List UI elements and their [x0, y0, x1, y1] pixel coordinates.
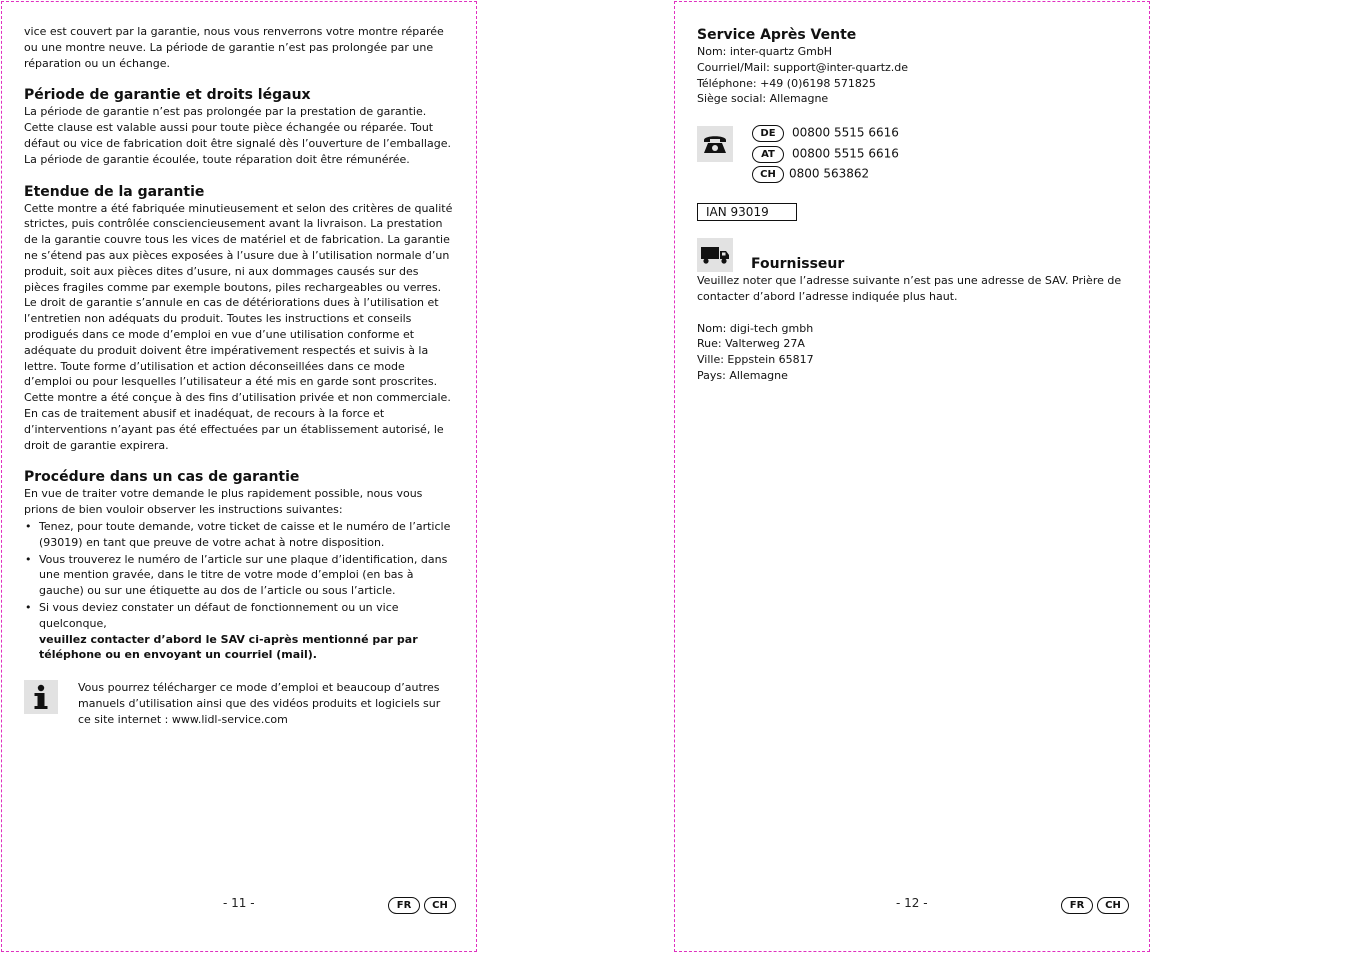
service-phone: Téléphone: +49 (0)6198 571825 [697, 76, 876, 90]
warranty-period-heading: Période de garantie et droits légaux [24, 87, 311, 104]
hotline-number-ch: 0800 563862 [789, 166, 870, 181]
warranty-period-body: La période de garantie n’est pas prolongée par la prestation de garantie. Cette clause est valable aussi pour toute pièce échangée ou réparée. Tout défaut ou vice de fabrication doit être signalé dès l’ouverture de l’emballage. La période de garantie écoulée, toute réparation doit être rémunérée. [24, 105, 451, 166]
warranty-procedure-intro: En vue de traiter votre demande le plus rapidement possible, nous vous prions de bien vouloir observer les instructions suivantes: [24, 487, 423, 517]
hotline-row-at [752, 146, 899, 166]
warranty-scope-para3: Cette montre a été conçue à des fins d’utilisation privée et non commerciale. En cas de traitement abusif et inadéquat, de recours à la force et d’interventions n’ayant pas été effectuées par un établissement autorisé, le droit de garantie expirera. [24, 391, 451, 452]
supplier-city: Ville: Eppstein 65817 [697, 353, 814, 367]
left-page-content [24, 24, 454, 663]
warranty-scope-heading: Etendue de la garantie [24, 183, 205, 200]
hotline-number-at: 00800 5515 6616 [792, 146, 899, 161]
supplier-section [697, 255, 1127, 384]
bullet-3-bold-text: veuillez contacter d’abord le SAV ci-après mentionné par par téléphone ou en envoyant un courriel (mail). [39, 632, 418, 662]
hotline-row-de [752, 125, 899, 145]
bullet-2-text: Vous trouverez le numéro de l’article sur une plaque d’identification, dans une mention gravée, dans le titre de votre mode d’emploi (en bas à gauche) ou sur une étiquette au dos de l’article ou sous l’article. [39, 552, 448, 598]
supplier-heading: Fournisseur [751, 256, 845, 272]
service-heading: Service Après Vente [697, 27, 857, 43]
service-email: Courriel/Mail: support@inter-quartz.de [697, 60, 909, 74]
badge-de: DE [752, 125, 784, 142]
warranty-procedure-heading: Procédure dans un cas de garantie [24, 469, 300, 486]
language-badges [388, 897, 456, 914]
service-section [697, 26, 1127, 107]
left-page [1, 1, 477, 952]
service-name: Nom: inter-quartz GmbH [697, 45, 833, 58]
info-text: Vous pourrez télécharger ce mode d’emploi et beaucoup d’autres manuels d’utilisation ainsi que des vidéos produits et logiciels sur ce site internet : www.lidl-service.com [78, 681, 441, 726]
info-icon [24, 680, 58, 714]
supplier-street: Rue: Valterweg 27A [697, 337, 805, 351]
badge-ch: CH [424, 897, 456, 914]
list-item [24, 552, 454, 599]
service-seat: Siège social: Allemagne [697, 92, 829, 106]
page-number: - 11 - [223, 896, 255, 910]
procedure-list [24, 519, 454, 663]
hotline-row-ch [752, 166, 869, 186]
right-page [674, 1, 1150, 952]
bullet-3-text: Si vous deviez constater un défaut de fonctionnement ou un vice quelconque, [39, 600, 399, 630]
intro-text: vice est couvert par la garantie, nous vous renverrons votre montre réparée ou une montre neuve. La période de garantie n’est pas prolongée par une réparation ou un échange. [24, 25, 444, 70]
badge-fr: FR [1061, 897, 1093, 914]
language-badges [1061, 897, 1129, 914]
warranty-scope-para1: Cette montre a été fabriquée minutieusement et selon des critères de qualité strictes, puis contrôlée consciencieusement avant la livraison. La prestation de la garantie couvre tous les vices de matériel et de fabrication. La garantie ne s’étend pas aux pièces exposées à l’usure due à l’utilisation normale d’un produit, soit aux pièces dites d’usure, ni aux dommages causés sur des pièces fragiles comme par exemple boutons, piles rechargeables ou verres. [24, 201, 453, 294]
badge-fr: FR [388, 897, 420, 914]
supplier-name: Nom: digi-tech gmbh [697, 321, 814, 335]
ian-box: IAN 93019 [697, 203, 797, 221]
badge-at: AT [752, 146, 784, 163]
badge-ch-hotline: CH [752, 166, 784, 183]
telephone-icon [697, 126, 733, 162]
supplier-note: Veuillez noter que l’adresse suivante n’est pas une adresse de SAV. Prière de contacter d’abord l’adresse indiquée plus haut. [697, 274, 1122, 303]
warranty-scope-para2: Le droit de garantie s’annule en cas de détériorations dues à l’utilisation et l’entretien non adéquats du produit. Toutes les instructions et conseils prodigués dans ce mode d’emploi en vue d’une utilisation conforme et adéquate du produit doivent être impérativement respectés et suivis à la lettre. Toute forme d’utilisation et action déconseillées dans ce mode d’emploi ou pour lesquelles l’utilisateur a été mis en garde sont proscrites. [24, 296, 439, 389]
hotline-number-de: 00800 5515 6616 [792, 125, 899, 140]
bullet-1-text: Tenez, pour toute demande, votre ticket de caisse et le numéro de l’article (93019) en tant que preuve de votre achat à notre disposition. [39, 519, 451, 549]
page-number: - 12 - [896, 896, 928, 910]
list-item [24, 519, 454, 551]
list-item [24, 600, 454, 663]
badge-ch: CH [1097, 897, 1129, 914]
supplier-country: Pays: Allemagne [697, 368, 788, 382]
